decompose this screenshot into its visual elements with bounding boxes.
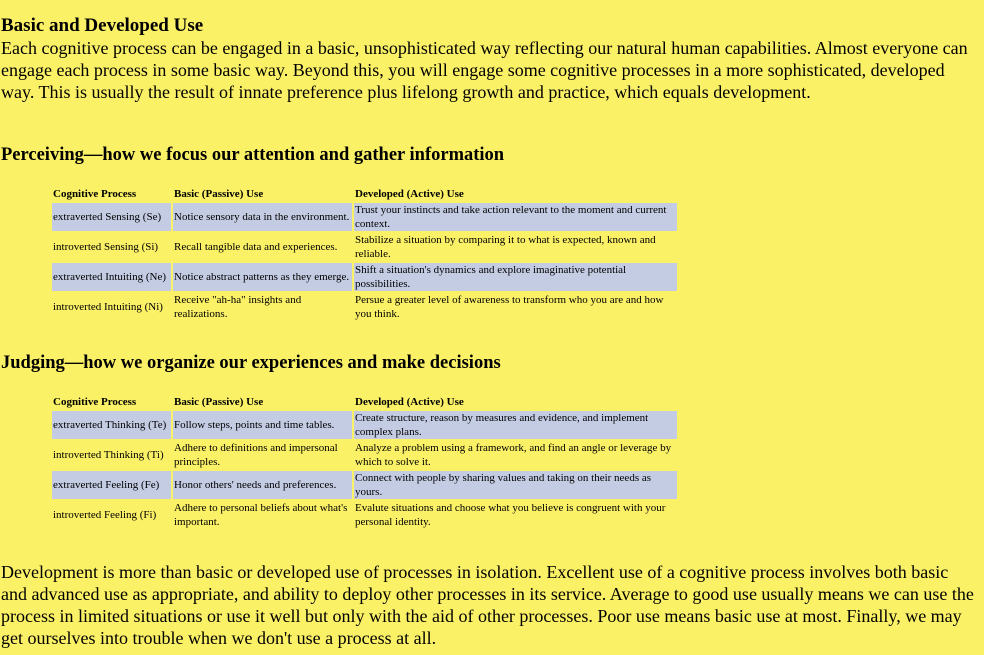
basic-use-cell: Recall tangible data and experiences. [174, 241, 338, 253]
table-row [52, 471, 677, 499]
table-row [52, 203, 677, 231]
basic-use-cell: Follow steps, points and time tables. [173, 411, 352, 439]
intro-paragraph: Each cognitive process can be engaged in a basic, unsophisticated way reflecting our natural human capabilities. Almost everyone can engage each process in some basic way. Beyond this, you will engage some cognitive processes in a more sophisticated, developed way. This is usually the result of innate preference plus lifelong growth and practice, which equals development. [1, 38, 968, 102]
developed-use-cell: Connect with people by sharing values and taking on their needs as yours. [354, 471, 677, 499]
process-cell: introverted Feeling (Fi) [53, 509, 157, 521]
basic-use-cell: Adhere to definitions and impersonal principles. [174, 442, 338, 468]
process-cell: introverted Sensing (Si) [53, 241, 159, 253]
table-row [52, 441, 677, 469]
column-header: Cognitive Process [53, 188, 137, 200]
judging-heading: Judging—how we organize our experiences and make decisions [1, 353, 501, 373]
process-cell: extraverted Sensing (Se) [52, 203, 171, 231]
column-header: Basic (Passive) Use [174, 188, 264, 200]
basic-use-cell: Notice abstract patterns as they emerge. [173, 263, 352, 291]
column-header: Basic (Passive) Use [174, 396, 264, 408]
perceiving-table [50, 185, 679, 323]
developed-use-cell: Analyze a problem using a framework, and find an angle or leverage by which to solve it. [355, 442, 672, 468]
developed-use-cell: Stabilize a situation by comparing it to what is expected, known and reliable. [355, 234, 656, 260]
process-cell: introverted Intuiting (Ni) [53, 301, 163, 313]
table-header-row [52, 395, 677, 409]
column-header: Cognitive Process [53, 396, 137, 408]
basic-use-cell: Honor others' needs and preferences. [173, 471, 352, 499]
process-cell: extraverted Feeling (Fe) [52, 471, 171, 499]
table-row [52, 411, 677, 439]
process-cell: introverted Thinking (Ti) [53, 449, 164, 461]
developed-use-cell: Create structure, reason by measures and evidence, and implement complex plans. [354, 411, 677, 439]
table-row [52, 293, 677, 321]
conclusion-paragraph: Development is more than basic or developed use of processes in isolation. Excellent use of a cognitive process involves both basic and advanced use as appropriate, and ability to deploy other processes in its service. Average to good use usually means we can use the process in limited situations or use it well but only with the aid of other processes. Poor use means basic use at most. Finally, we may get ourselves into trouble when we don't use a process at all. [1, 562, 974, 648]
table-row [52, 233, 677, 261]
developed-use-cell: Shift a situation's dynamics and explore imaginative potential possibilities. [354, 263, 677, 291]
column-header: Developed (Active) Use [355, 396, 464, 408]
process-cell: extraverted Thinking (Te) [52, 411, 171, 439]
page-title: Basic and Developed Use [1, 15, 204, 36]
perceiving-heading: Perceiving—how we focus our attention and gather information [1, 145, 505, 165]
basic-use-cell: Adhere to personal beliefs about what's important. [174, 502, 348, 528]
basic-use-cell: Receive "ah-ha" insights and realizations. [174, 294, 302, 320]
judging-table [50, 393, 679, 531]
process-cell: extraverted Intuiting (Ne) [52, 263, 171, 291]
developed-use-cell: Persue a greater level of awareness to transform who you are and how you think. [355, 294, 664, 320]
developed-use-cell: Evalute situations and choose what you believe is congruent with your personal identity. [355, 502, 666, 528]
developed-use-cell: Trust your instincts and take action relevant to the moment and current context. [354, 203, 677, 231]
column-header: Developed (Active) Use [355, 188, 464, 200]
table-row [52, 501, 677, 529]
table-header-row [52, 187, 677, 201]
basic-use-cell: Notice sensory data in the environment. [173, 203, 352, 231]
table-row [52, 263, 677, 291]
